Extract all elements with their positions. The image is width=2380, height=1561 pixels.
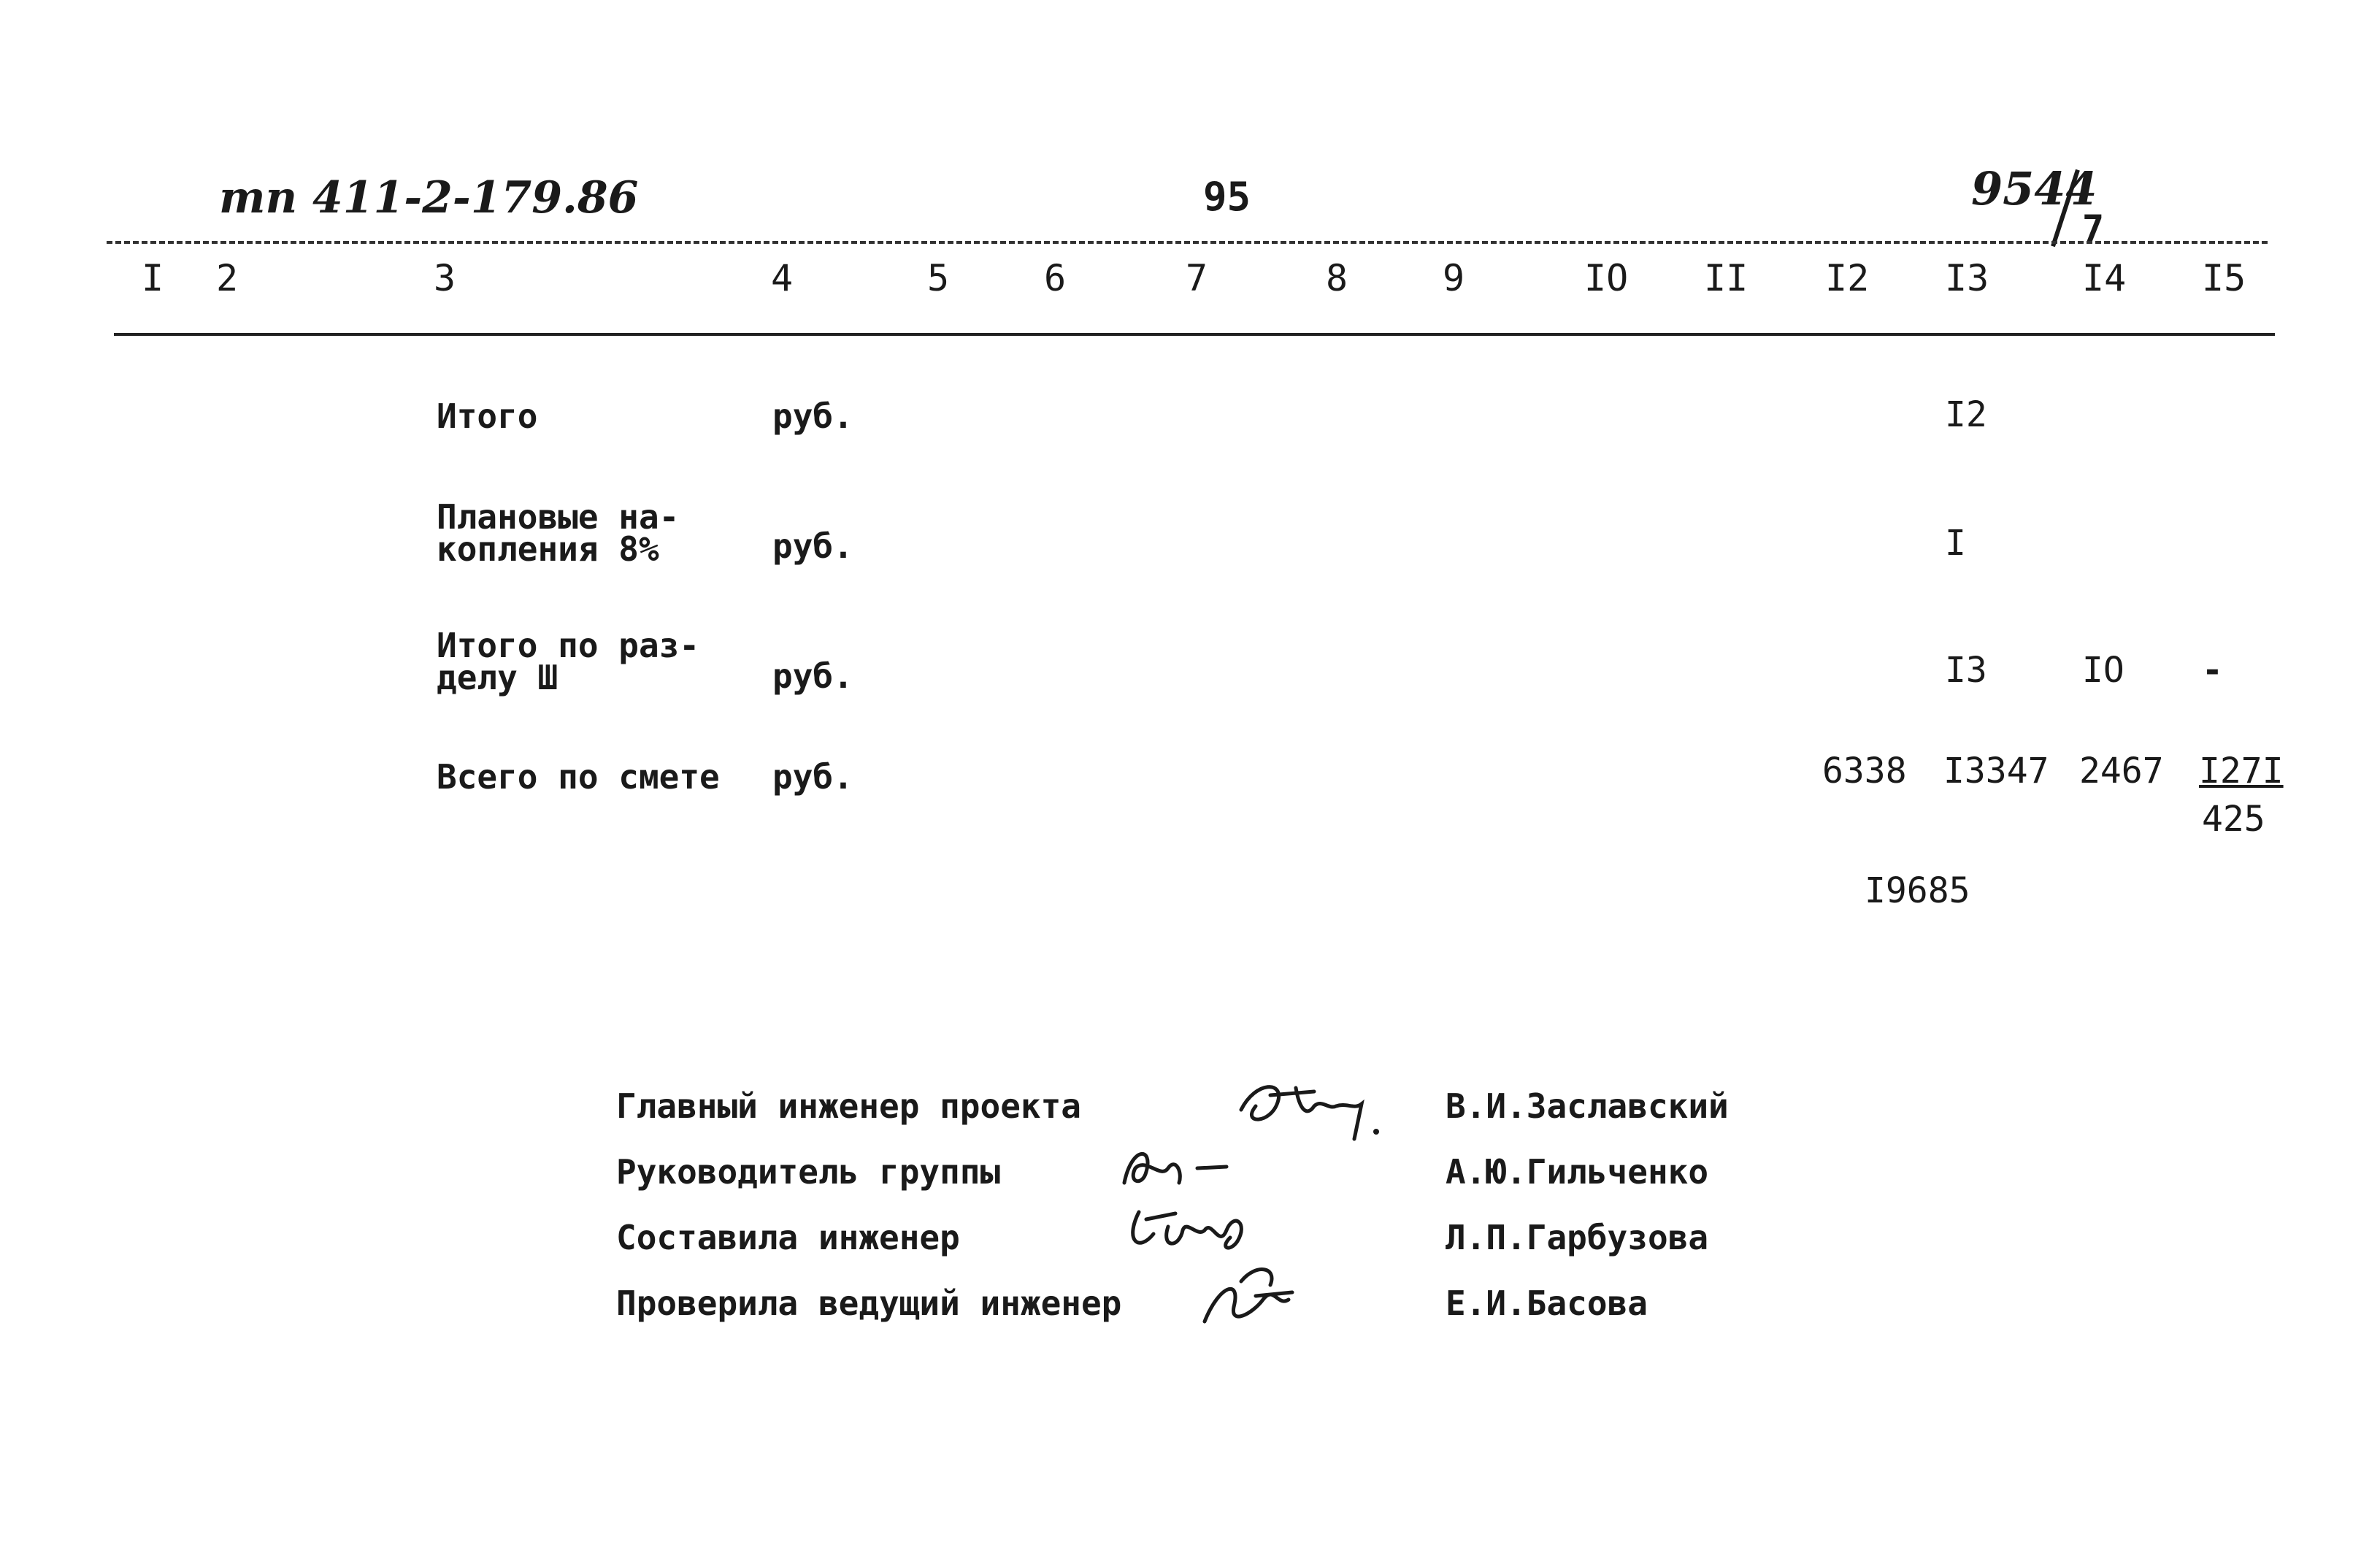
- row-unit: руб.: [772, 656, 853, 696]
- signature-name-chief-engineer: В.И.Заславский: [1446, 1086, 1729, 1126]
- cell-col14: 2467: [2079, 751, 2164, 791]
- cell-col12: 6338: [1822, 751, 1907, 791]
- row-label-section-total-line2: делу Ш: [437, 658, 558, 697]
- signature-role-chief-engineer: Главный инженер проекта: [616, 1086, 1081, 1126]
- page-number: 95: [1203, 174, 1251, 220]
- header-bottom-rule: [114, 333, 2275, 336]
- sheet-reference-top: 9544: [1971, 162, 2097, 215]
- column-number-5: 5: [927, 257, 950, 299]
- signature-name-compiled-by: Л.П.Гарбузова: [1446, 1218, 1709, 1257]
- row-unit: руб.: [772, 396, 853, 436]
- column-number-6: 6: [1044, 257, 1067, 299]
- column-number-12: I2: [1825, 257, 1870, 299]
- header-top-rule: [107, 241, 2268, 244]
- cell-col14: IO: [2082, 650, 2124, 691]
- grand-total: I9685: [1865, 870, 1970, 911]
- signature-name-group-leader: А.Ю.Гильченко: [1446, 1152, 1709, 1192]
- column-number-10: IO: [1584, 257, 1629, 299]
- row-label-planned-savings-line2: копления 8%: [437, 529, 659, 569]
- column-number-3: 3: [434, 257, 456, 299]
- cell-col15-bottom: 425: [2202, 799, 2265, 840]
- column-number-8: 8: [1326, 257, 1348, 299]
- signature-role-compiled-by: Составила инженер: [616, 1218, 960, 1257]
- cell-col15: -: [2202, 650, 2223, 691]
- row-unit: руб.: [772, 526, 853, 566]
- column-number-13: I3: [1945, 257, 1989, 299]
- column-number-11: II: [1704, 257, 1748, 299]
- row-unit: руб.: [772, 757, 853, 797]
- row-label-estimate-total: Всего по смете: [437, 757, 720, 797]
- cell-col13: I3347: [1943, 751, 2049, 791]
- signature-role-checked-by: Проверила ведущий инженер: [616, 1284, 1122, 1323]
- cell-col13: I2: [1945, 394, 1987, 435]
- row-label-subtotal: Итого: [437, 396, 538, 436]
- cell-col13: I: [1945, 523, 1966, 564]
- handwritten-signature-checked-by: [1183, 1256, 1314, 1336]
- column-number-14: I4: [2082, 257, 2127, 299]
- handwritten-signature-group-leader: [1110, 1139, 1241, 1197]
- column-number-2: 2: [216, 257, 239, 299]
- handwritten-signature-compiled-by: [1110, 1197, 1270, 1263]
- cell-col15-top: I27I: [2199, 751, 2284, 791]
- column-number-7: 7: [1186, 257, 1208, 299]
- signature-name-checked-by: Е.И.Басова: [1446, 1284, 1648, 1323]
- handwritten-signature-chief-engineer: [1227, 1066, 1402, 1154]
- column-number-1: I: [142, 257, 164, 299]
- column-number-4: 4: [771, 257, 794, 299]
- document-code: тп 411-2-179.86: [219, 172, 639, 223]
- row-label-section-total-line1: Итого по раз-: [437, 626, 700, 665]
- column-number-9: 9: [1443, 257, 1465, 299]
- row-label-planned-savings-line1: Плановые на-: [437, 497, 680, 537]
- column-number-15: I5: [2202, 257, 2246, 299]
- cell-col13: I3: [1945, 650, 1987, 691]
- signature-role-group-leader: Руководитель группы: [616, 1152, 1001, 1192]
- sheet-reference-bottom: 7: [2082, 207, 2105, 250]
